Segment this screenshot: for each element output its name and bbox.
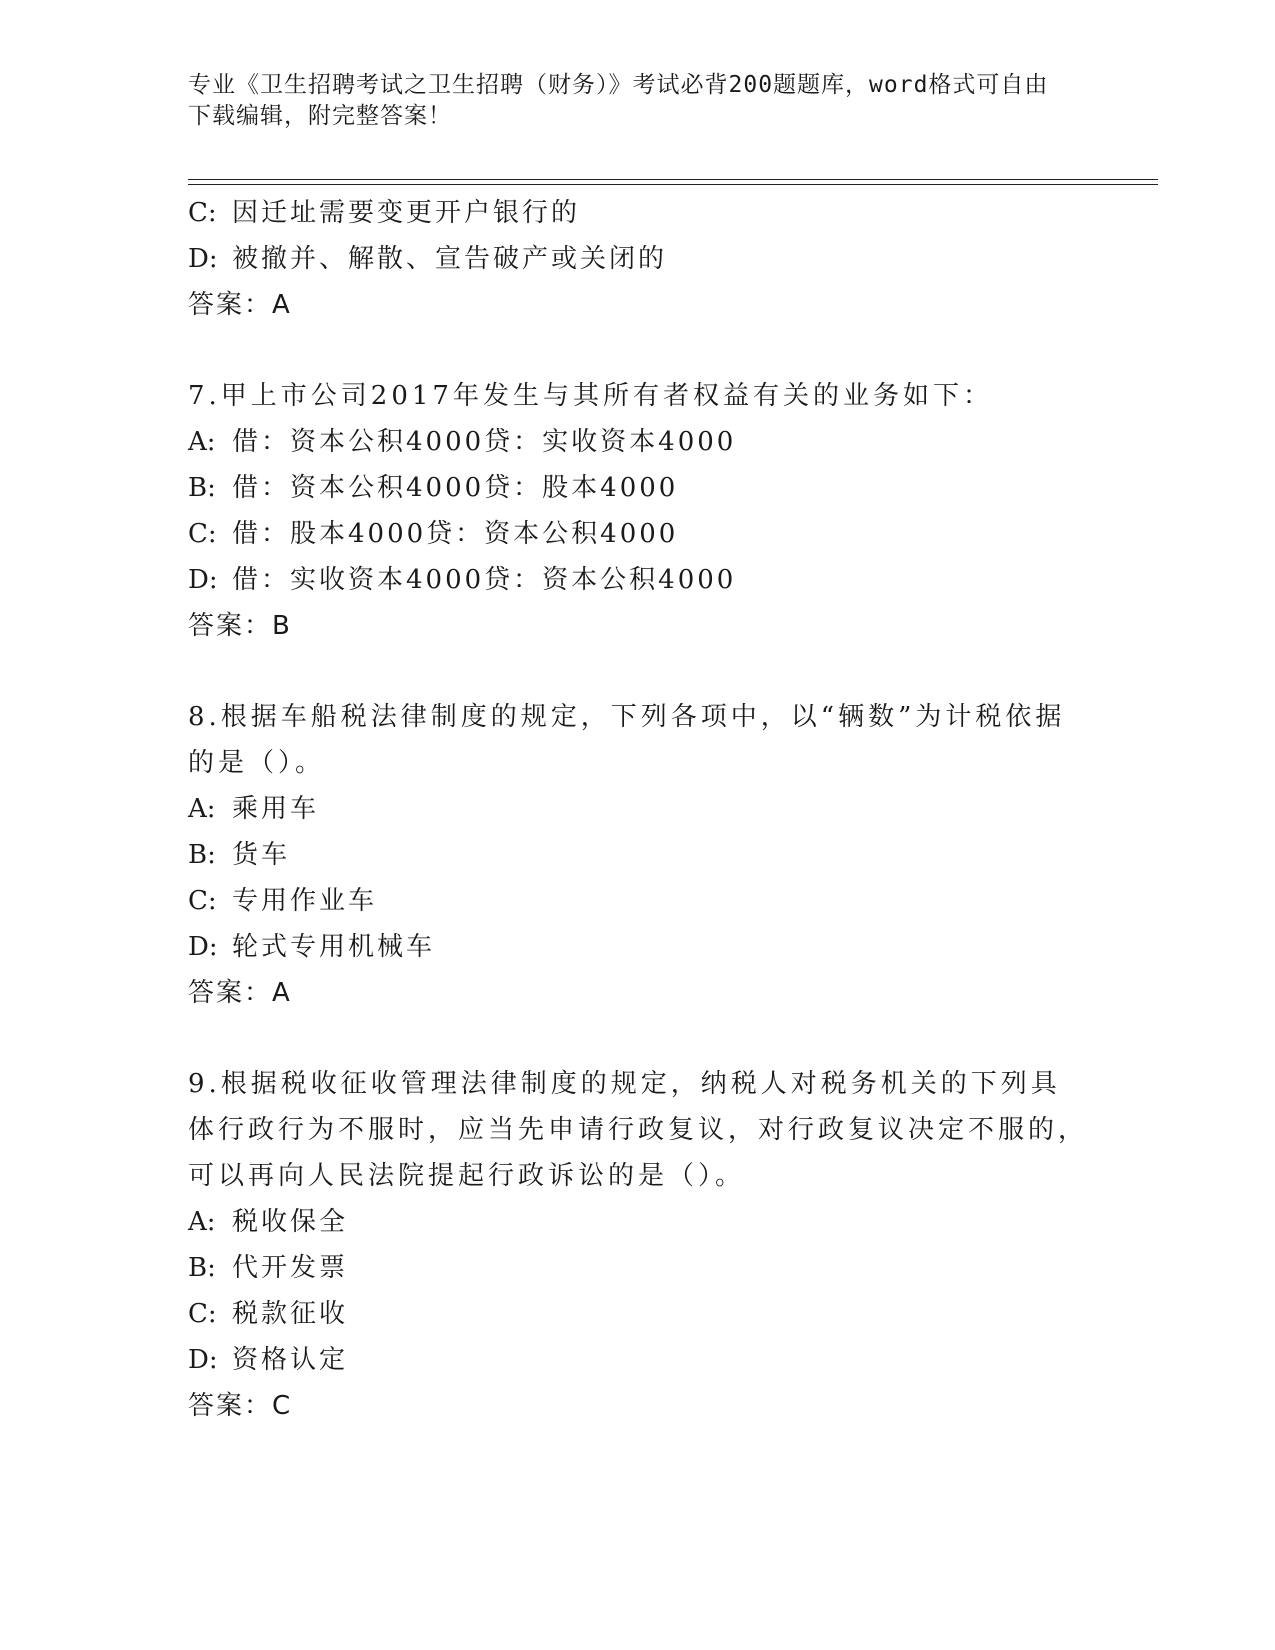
partial-question bbox=[188, 190, 1088, 328]
option-d: D: 轮式专用机械车 bbox=[188, 932, 436, 962]
option-b: B: 借：资本公积4000贷：股本4000 bbox=[188, 473, 679, 503]
question-text: 7.甲上市公司2017年发生与其所有者权益有关的业务如下： bbox=[188, 381, 993, 411]
option-d: D: 被撤并、解散、宣告破产或关闭的 bbox=[188, 244, 668, 274]
option-a: A: 乘用车 bbox=[188, 794, 320, 824]
answer-line: 答案：C bbox=[188, 1391, 293, 1421]
question-list bbox=[188, 190, 1088, 1429]
document-header: 专业《卫生招聘考试之卫生招聘（财务）》考试必背200题题库，word格式可自由下载编辑，附完整答案！ bbox=[188, 72, 1049, 129]
option-c: C: 专用作业车 bbox=[188, 886, 378, 916]
option-d: D: 借：实收资本4000贷：资本公积4000 bbox=[188, 565, 737, 595]
option-a: A: 借：资本公积4000贷：实收资本4000 bbox=[188, 427, 737, 457]
question-text: 9.根据税收征收管理法律制度的规定，纳税人对税务机关的下列具体行政行为不服时，应当先申请行政复议，对行政复议决定不服的，可以再向人民法院提起行政诉讼的是（）。 bbox=[188, 1069, 1089, 1191]
option-c: C: 因迁址需要变更开户银行的 bbox=[188, 198, 581, 228]
option-c: C: 税款征收 bbox=[188, 1299, 349, 1329]
option-b: B: 货车 bbox=[188, 840, 291, 870]
option-a: A: 税收保全 bbox=[188, 1207, 349, 1237]
question-9 bbox=[188, 1061, 1088, 1429]
option-b: B: 代开发票 bbox=[188, 1253, 349, 1283]
option-c: C: 借：股本4000贷：资本公积4000 bbox=[188, 519, 679, 549]
answer-line: 答案：A bbox=[188, 978, 292, 1008]
question-8 bbox=[188, 694, 1088, 1016]
option-d: D: 资格认定 bbox=[188, 1345, 349, 1375]
header-rule-top bbox=[188, 179, 1158, 180]
question-7 bbox=[188, 373, 1088, 649]
answer-line: 答案：B bbox=[188, 611, 292, 641]
header-rule-bottom bbox=[188, 184, 1158, 185]
question-text: 8.根据车船税法律制度的规定，下列各项中，以“辆数”为计税依据的是（）。 bbox=[188, 702, 1066, 778]
answer-line: 答案：A bbox=[188, 290, 292, 320]
